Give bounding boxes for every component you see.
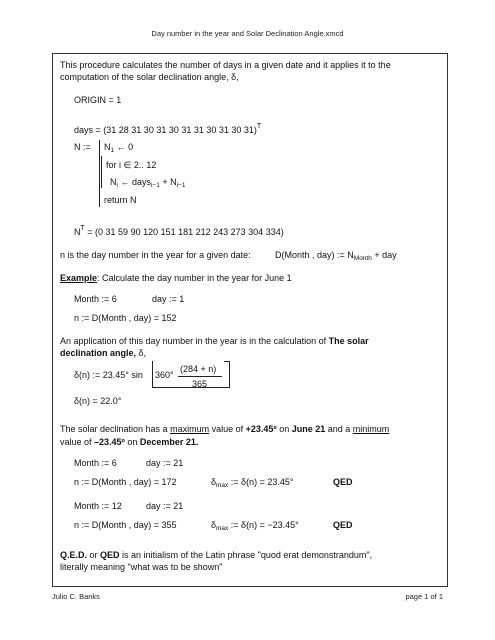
document-header: Day number in the year and Solar Declination Angle.xmcd: [151, 29, 344, 38]
program-bar: [99, 140, 100, 207]
case1-n: n := D(Month , day) = 172: [74, 477, 177, 487]
case2-qed: QED: [333, 520, 353, 530]
example-result: n := D(Month , day) = 152: [74, 313, 177, 323]
program-line-3: $N_i$ ← days$_{i-1}$ + $N_{i-1}$: [110, 177, 186, 189]
days-transpose: T: [256, 123, 262, 130]
qed-note-line-2: literally meaning "what was to be shown": [60, 562, 223, 572]
formula-denominator: 365: [192, 379, 208, 389]
fraction-bar: [178, 376, 222, 377]
formula-angle: 360°: [155, 370, 174, 380]
case2-n: n := D(Month , day) = 355: [74, 520, 177, 530]
qed-note-line-1: Q.E.D. or QED is an initialism of the Latin phrase "quod erat demonstrandum",: [60, 550, 373, 560]
declination-result: δ(n) = 22.0°: [74, 396, 122, 406]
maxmin-line-2: value of –23.45º on December 21.: [60, 437, 199, 447]
case2-month: Month := 12: [74, 501, 122, 511]
footer-page-number: page 1 of 1: [405, 592, 443, 601]
declination-formula-lhs: δ(n) := 23.45° sin: [74, 370, 143, 380]
formula-numerator: (284 + n): [180, 364, 217, 374]
case2-day: day := 21: [146, 501, 184, 511]
program-lhs: N :=: [74, 142, 91, 152]
application-line-1: An application of this day number in the year is in the calculation of The solar: [60, 336, 369, 346]
day-number-function: D(Month , day) := $N_{Month}$ + day: [275, 250, 397, 262]
footer-author: Julio C. Banks: [52, 592, 100, 601]
day-number-description: n is the day number in the year for a given date:: [60, 250, 251, 260]
days-lhs: days =: [74, 125, 104, 135]
origin-statement: ORIGIN = 1: [74, 95, 122, 105]
intro-line-2: computation of the solar declination angle, δ,: [60, 72, 239, 82]
n-transpose-result: $N^T = (0$ 31 59 90 120 151 181 212 243 273 304 334): [74, 225, 284, 237]
days-definition: [74, 121, 261, 136]
case1-month: Month := 6: [74, 458, 117, 468]
example-month: Month := 6: [74, 294, 117, 304]
formula-bracket-right: [224, 361, 230, 388]
case1-day: day := 21: [146, 458, 184, 468]
example-heading: Example: Calculate the day number in the year for June 1: [60, 273, 292, 283]
program-line-1: $N_1$ ← 0: [104, 142, 134, 154]
program-line-4: return N: [104, 195, 137, 205]
maxmin-line-1: The solar declination has a maximum value of +23.45º on June 21 and a minimum: [60, 424, 390, 434]
case1-qed: QED: [333, 477, 353, 487]
intro-line-1: This procedure calculates the number of days in a given date and it applies it to the: [60, 60, 391, 70]
case1-delta-max: $\delta_{max}$ := δ(n) = 23.45°: [211, 477, 294, 489]
case2-delta-max: $\delta_{max}$ := δ(n) = −23.45°: [211, 520, 299, 532]
program-line-2: for i ∈ 2.. 12: [106, 160, 157, 170]
days-values: (31 28 31 30 31 30 31 31 30 31 30 31): [103, 125, 257, 135]
application-line-2: declination angle, δ,: [60, 348, 147, 358]
example-day: day := 1: [152, 294, 185, 304]
loop-bar: [101, 156, 102, 188]
